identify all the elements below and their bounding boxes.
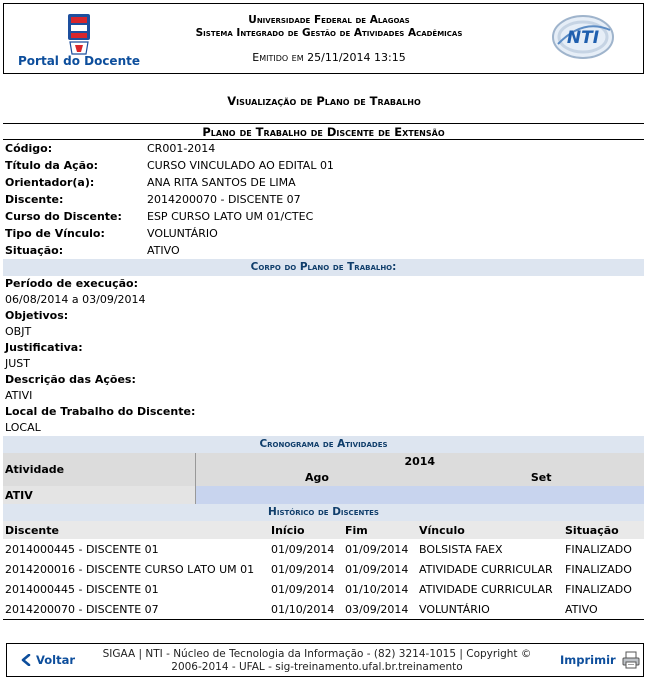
plan-field-row [3, 191, 644, 208]
history-cell: ATIVO [565, 602, 598, 616]
history-cell: FINALIZADO [565, 582, 632, 596]
university-crest-icon [66, 12, 92, 56]
history-cell: 03/09/2014 [345, 602, 409, 616]
emitted-value: 25/11/2014 13:15 [307, 51, 406, 64]
plan-field-value: VOLUNTÁRIO [147, 227, 218, 240]
plan-field-value: ESP CURSO LATO UM 01/CTEC [147, 210, 314, 223]
plan-field-row [3, 157, 644, 174]
plan-fields [3, 140, 644, 259]
body-field-label: Objetivos: [5, 309, 69, 322]
history-cell: 01/10/2014 [345, 582, 409, 596]
history-cell: 2014200016 - DISCENTE CURSO LATO UM 01 [5, 562, 255, 576]
plan-field-value: 2014200070 - DISCENTE 07 [147, 193, 301, 206]
body-field-label: Local de Trabalho do Discente: [5, 405, 196, 418]
page-title: Visualização de Plano de Trabalho [227, 94, 421, 108]
plan-field-row [3, 225, 644, 242]
history-col-inicio: Início [269, 521, 343, 539]
plan-field-label: Código: [5, 142, 53, 155]
footer-copyright [87, 648, 547, 674]
schedule-cell-set [438, 486, 644, 504]
history-cell: VOLUNTÁRIO [419, 602, 490, 616]
history-cell: 2014200070 - DISCENTE 07 [5, 602, 159, 616]
history-section-title: Histórico de Discentes [3, 504, 644, 521]
body-field-label: Descrição das Ações: [5, 373, 136, 386]
history-col-situacao: Situação [563, 521, 644, 539]
history-cell: 01/09/2014 [271, 542, 335, 556]
university-name: Universidade Federal de Alagoas [248, 14, 410, 26]
history-cell: 01/09/2014 [271, 562, 335, 576]
history-header-row [3, 521, 644, 539]
history-col-discente: Discente [3, 521, 269, 539]
body-field-value: 06/08/2014 a 03/09/2014 [5, 293, 146, 306]
work-plan-panel [3, 123, 644, 620]
plan-field-label: Título da Ação: [5, 159, 99, 172]
plan-field-label: Discente: [5, 193, 64, 206]
history-cell: 01/09/2014 [345, 562, 409, 576]
body-field-label: Período de execução: [5, 277, 138, 290]
page-header [3, 3, 644, 74]
back-arrow-icon [21, 654, 31, 666]
history-col-fim: Fim [343, 521, 417, 539]
portal-link[interactable]: Portal do Docente [18, 54, 140, 68]
history-rows [3, 539, 644, 619]
plan-field-row [3, 208, 644, 225]
schedule-table [3, 453, 644, 504]
history-cell: ATIVIDADE CURRICULAR [419, 562, 553, 576]
body-field-value: JUST [5, 357, 30, 370]
schedule-section-title: Cronograma de Atividades [3, 436, 644, 453]
footer-line-1: SIGAA | NTI - Núcleo de Tecnologia da Informação - (82) 3214-1015 | Copyright © [102, 648, 532, 660]
schedule-activity-name: ATIV [3, 486, 195, 504]
body-field-value: LOCAL [5, 421, 41, 434]
body-field-value: ATIVI [5, 389, 33, 402]
plan-body-section-title: Corpo do Plano de Trabalho: [3, 259, 644, 276]
plan-field-label: Orientador(a): [5, 176, 95, 189]
emitted-label: Emitido em [252, 51, 304, 64]
history-cell: BOLSISTA FAEX [419, 542, 503, 556]
history-row [3, 539, 644, 559]
header-institution [154, 14, 504, 40]
plan-field-label: Tipo de Vínculo: [5, 227, 105, 240]
nti-logo-icon [550, 12, 616, 62]
page-footer [6, 643, 644, 677]
plan-field-row [3, 242, 644, 259]
plan-field-value: ATIVO [147, 244, 180, 257]
body-field-value: OBJT [5, 325, 32, 338]
print-button[interactable]: Imprimir [560, 653, 616, 667]
history-cell: 01/09/2014 [271, 582, 335, 596]
history-cell: 01/10/2014 [271, 602, 335, 616]
plan-field-label: Situação: [5, 244, 64, 257]
schedule-month-header: Ago [195, 469, 438, 486]
body-field-label: Justificativa: [5, 341, 83, 354]
history-row [3, 579, 644, 599]
emission-info [154, 51, 504, 64]
nti-logo-text: NTI [566, 28, 600, 48]
history-cell: 2014000445 - DISCENTE 01 [5, 542, 159, 556]
plan-field-value: CR001-2014 [147, 142, 216, 155]
plan-field-label: Curso do Discente: [5, 210, 122, 223]
history-row [3, 559, 644, 579]
plan-field-row [3, 140, 644, 157]
plan-body-fields [3, 276, 644, 436]
history-row [3, 599, 644, 619]
history-cell: FINALIZADO [565, 542, 632, 556]
schedule-cell-ago [195, 486, 438, 504]
printer-icon[interactable] [622, 651, 640, 669]
plan-field-row [3, 174, 644, 191]
history-cell: ATIVIDADE CURRICULAR [419, 582, 553, 596]
schedule-month-header: Set [438, 469, 644, 486]
student-history-table [3, 521, 644, 619]
plan-caption: Plano de Trabalho de Discente de Extensão [3, 124, 644, 140]
schedule-year-header: 2014 [195, 453, 644, 469]
history-col-vinculo: Vínculo [417, 521, 563, 539]
footer-line-2: 2006-2014 - UFAL - sig-treinamento.ufal.br.treinamento [171, 661, 463, 673]
system-name: Sistema Integrado de Gestão de Atividades Acadêmicas [195, 27, 463, 39]
history-cell: 01/09/2014 [345, 542, 409, 556]
back-label: Voltar [36, 653, 76, 667]
history-cell: FINALIZADO [565, 562, 632, 576]
back-button[interactable] [21, 653, 75, 667]
plan-field-value: CURSO VINCULADO AO EDITAL 01 [147, 159, 334, 172]
history-cell: 2014000445 - DISCENTE 01 [5, 582, 159, 596]
plan-field-value: ANA RITA SANTOS DE LIMA [147, 176, 296, 189]
schedule-activity-header: Atividade [3, 453, 195, 486]
